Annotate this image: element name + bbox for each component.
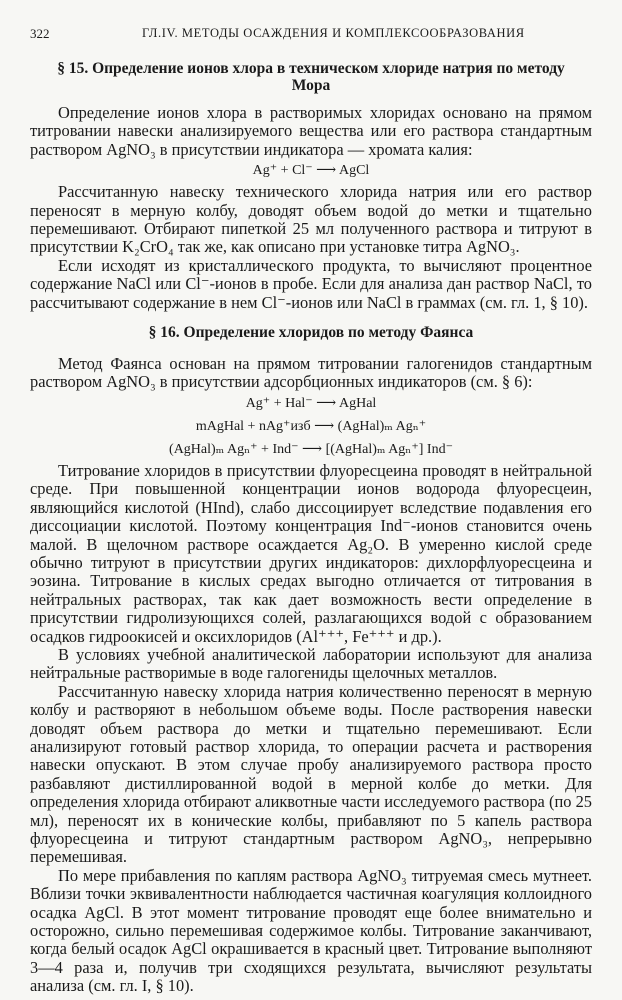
paragraph: По мере прибавления по каплям раствора AgNO₃ титруемая смесь мутнеет. Вблизи точки эквивалентности наблюдается частичная коагуляция коллоидного осадка AgCl. В этот момент титрование проводят еще более внимательно и осторожно, сильно перемешивая содержимое колбы. Титрование заканчивают, когда белый осадок AgCl окрашивается в красный цвет. Титрование выполняют 3—4 раза и, получив три сходящихся результата, вычисляют результаты анализа (см. гл. I, § 10). [30,865,592,996]
page-number: 322 [30,26,50,41]
paragraph: Метод Фаянса основан на прямом титровании галогенидов стандартным раствором AgNO₃ в присутствии адсорбционных индикаторов (см. § 6): [30,354,592,392]
paragraph: Если исходят из кристаллического продукта, то вычисляют процентное содержание NaCl или Cl⁻-ионов в пробе. Если для анализа дан раствор NaCl, то рассчитывают содержание в нем Cl⁻-ионов или NaCl в граммах (см. гл. 1, § 10). [30,255,592,312]
paragraph: Определение ионов хлора в растворимых хлоридах основано на прямом титровании навески анализируемого вещества или его раствора стандартным раствором AgNO₃ в присутствии индикатора — хромата калия: [30,103,592,159]
running-header [30,26,592,48]
paragraph: В условиях учебной аналитической лаборатории используют для анализа нейтральные растворимые в воде галогениды щелочных металлов. [30,644,592,683]
paragraph: Рассчитанную навеску хлорида натрия количественно переносят в мерную колбу и растворяют в небольшом объеме воды. После растворения навески доводят объем раствора до метки и тщательно перемешивают. Если анализируют готовый раствор хлорида, то операции расчета и растворения навески опускают. В этом случае пробу анализируемого раствора просто разбавляют дистиллированной водой в мерной колбе до метки. Для определения хлорида отбирают аликвотные части исследуемого раствора (по 25 мл), переносят их в конические колбы, прибавляют по 5 капель раствора флуоресцеина и титруют стандартным раствором AgNO₃, непрерывно перемешивая. [30,681,592,867]
equation: Ag⁺ + Cl⁻ ⟶ AgCl [252,163,370,179]
paragraph: Рассчитанную навеску технического хлорида натрия или его раствор переносят в мерную колбу, доводят объем водой до метки и тщательно перемешивают. Отбирают пипеткой 25 мл полученного раствора и титруют в присутствии K₂CrO₄ так же, как описано при установке титра AgNO₃. [30,182,592,257]
chapter-title: ГЛ.IV. МЕТОДЫ ОСАЖДЕНИЯ И КОМПЛЕКСООБРАЗОВАНИЯ [142,26,525,40]
equation: Ag⁺ + Hal⁻ ⟶ AgHal [245,395,377,411]
section-15-body [30,104,592,312]
section-16-body [30,355,592,996]
equation: (AgHal)ₘ Agₙ⁺ + Ind⁻ ⟶ [(AgHal)ₘ Agₙ⁺] Ind⁻ [169,441,453,457]
paragraph: Титрование хлоридов в присутствии флуоресцеина проводят в нейтральной среде. При повышенной концентрации ионов водорода флуоресцеин, являющийся кислотой (HInd), слабо диссоциирует вследствие подавления его диссоциации кислотой. Поэтому концентрация Ind⁻-ионов становится очень малой. В щелочном растворе осаждается Ag₂O. В умеренно кислой среде обычно титруют в присутствии других индикаторов: дихлорфлуоресцеина и эозина. Титрование в кислых средах выгодно отличается от титрования в нейтральных растворах, так как дает возможность вести определение в присутствии гидролизующихся солей, разлагающихся водой с образованием осадков гидроокисей и оксихлоридов (Al⁺⁺⁺, Fe⁺⁺⁺ и др.). [30,460,592,646]
section-16-heading: § 16. Определение хлоридов по методу Фаянса [148,324,474,342]
equation: mAgHal + nAg⁺изб ⟶ (AgHal)ₘ Agₙ⁺ [195,418,427,434]
section-15-heading: § 15. Определение ионов хлора в техническом хлориде натрия по методу Мора [57,60,565,94]
